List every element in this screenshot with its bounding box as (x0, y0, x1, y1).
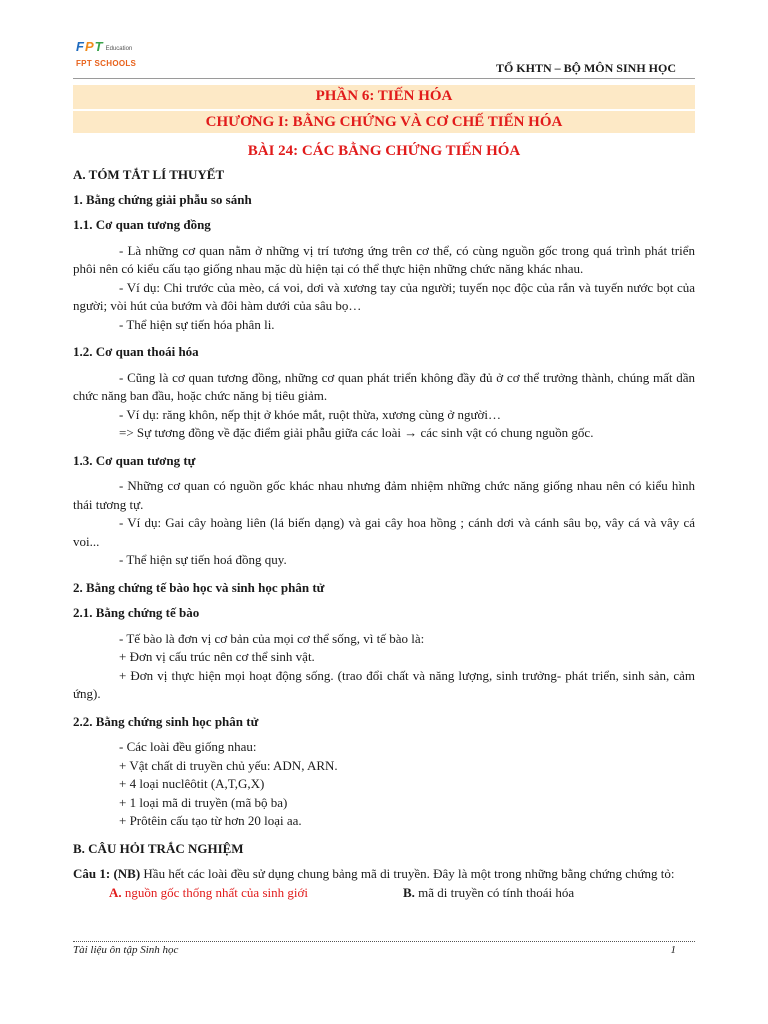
list-item: + 1 loại mã di truyền (mã bộ ba) (119, 794, 288, 810)
question-label: Câu 1: (73, 866, 111, 881)
paragraph: - Tế bào là đơn vị cơ bản của mọi cơ thể sống, vì tế bào là: (119, 630, 425, 646)
paragraph: - Thể hiện sự tiến hóa phân li. (119, 316, 275, 332)
logo-brand: FPT (76, 39, 104, 54)
question-text: Hầu hết các loài đều sử dụng chung bảng mã di truyền. Đây là một trong những bằng chứng chứng tỏ: (140, 866, 675, 881)
option-b-label: B. (403, 884, 415, 900)
option-b-text: mã di truyền có tính thoái hóa (414, 884, 575, 900)
section-b-heading: B. CÂU HỎI TRẮC NGHIỆM (73, 840, 244, 856)
answer-options (73, 884, 695, 903)
section-2-heading: 2. Bằng chứng tế bào học và sinh học phân tử (73, 579, 325, 595)
list-item: + Vật chất di truyền chủ yếu: ADN, ARN. (119, 757, 338, 773)
list-item: + Prôtêin cấu tạo từ hơn 20 loại aa. (119, 813, 302, 828)
logo-schools: FPT SCHOOLS (76, 59, 137, 68)
question-level: (NB) (113, 866, 141, 881)
chapter-title: CHƯƠNG I: BẰNG CHỨNG VÀ CƠ CHẾ TIẾN HÓA (73, 111, 695, 133)
paragraph: - Cũng là cơ quan tương đồng, những cơ quan phát triển không đầy đủ ở cơ thể trưởng thành, chúng mất dần chức năng ban đầu, hoặc chức năng bị tiêu giảm. (73, 369, 695, 403)
option-a-text: nguồn gốc thống nhất của sinh giới (121, 884, 308, 900)
option-a (109, 884, 403, 903)
part-title: PHẦN 6: TIẾN HÓA (73, 85, 695, 109)
page-number: 1 (670, 944, 676, 956)
section-2-1-heading: 2.1. Bằng chứng tế bào (73, 605, 200, 620)
list-item: + 4 loại nuclêôtit (A,T,G,X) (119, 776, 265, 791)
header-divider (73, 78, 695, 79)
question-1 (73, 865, 695, 884)
department-label: TỔ KHTN – BỘ MÔN SINH HỌC (495, 61, 676, 75)
footer-divider (73, 941, 695, 942)
paragraph: - Ví dụ: Gai cây hoàng liên (lá biến dạng) và gai cây hoa hồng ; cánh dơi và cánh sâu bọ, vây cá và vây cá voi... (73, 515, 695, 549)
logo-sub: Education (105, 46, 133, 52)
paragraph: + Đơn vị thực hiện mọi hoạt động sống. (trao đổi chất và năng lượng, sinh trưởng- phát triển, sinh sản, cảm ứng). (73, 667, 695, 701)
option-a-label: A. (109, 884, 122, 900)
paragraph: - Là những cơ quan nằm ở những vị trí tương ứng trên cơ thể, có cùng nguồn gốc trong quá trình phát triển phôi nên có kiểu cấu tạo giống nhau mặc dù hiện tại có thể thực hiện những chức năng khác nhau. (73, 242, 695, 276)
paragraph: - Thể hiện sự tiến hoá đồng quy. (119, 552, 287, 567)
footer-title: Tài liệu ôn tập Sinh học (73, 944, 179, 956)
paragraph: - Ví dụ: răng khôn, nếp thịt ở khóe mắt, ruột thừa, xương cùng ở người… (119, 406, 502, 422)
paragraph: + Đơn vị cấu trúc nên cơ thể sinh vật. (119, 649, 315, 664)
paragraph: - Ví dụ: Chi trước của mèo, cá voi, dơi và xương tay của người; tuyến nọc độc của rắn và tuyến nước bọt của người; vòi hút của bướm và đôi hàm dưới của sâu bọ… (73, 279, 695, 313)
paragraph: => Sự tương đồng về đặc điểm giải phẫu giữa các loài → các sinh vật có chung nguồn gốc. (119, 425, 594, 440)
document-body (73, 166, 695, 902)
option-b (403, 884, 574, 903)
fpt-schools-logo (76, 40, 156, 72)
paragraph: - Những cơ quan có nguồn gốc khác nhau nhưng đảm nhiệm những chức năng giống nhau nên có kiểu hình thái tương tự. (73, 478, 695, 512)
section-2-2-heading: 2.2. Bằng chứng sinh học phân tử (73, 713, 259, 729)
section-1-heading: 1. Bằng chứng giải phẫu so sánh (73, 191, 252, 207)
list-item: - Các loài đều giống nhau: (119, 739, 257, 754)
section-1-3-heading: 1.3. Cơ quan tương tự (73, 452, 196, 468)
section-a-heading: A. TÓM TẮT LÍ THUYẾT (73, 167, 225, 182)
section-1-1-heading: 1.1. Cơ quan tương đồng (73, 217, 211, 232)
section-1-2-heading: 1.2. Cơ quan thoái hóa (73, 344, 199, 359)
lesson-title: BÀI 24: CÁC BẰNG CHỨNG TIẾN HÓA (247, 143, 521, 159)
